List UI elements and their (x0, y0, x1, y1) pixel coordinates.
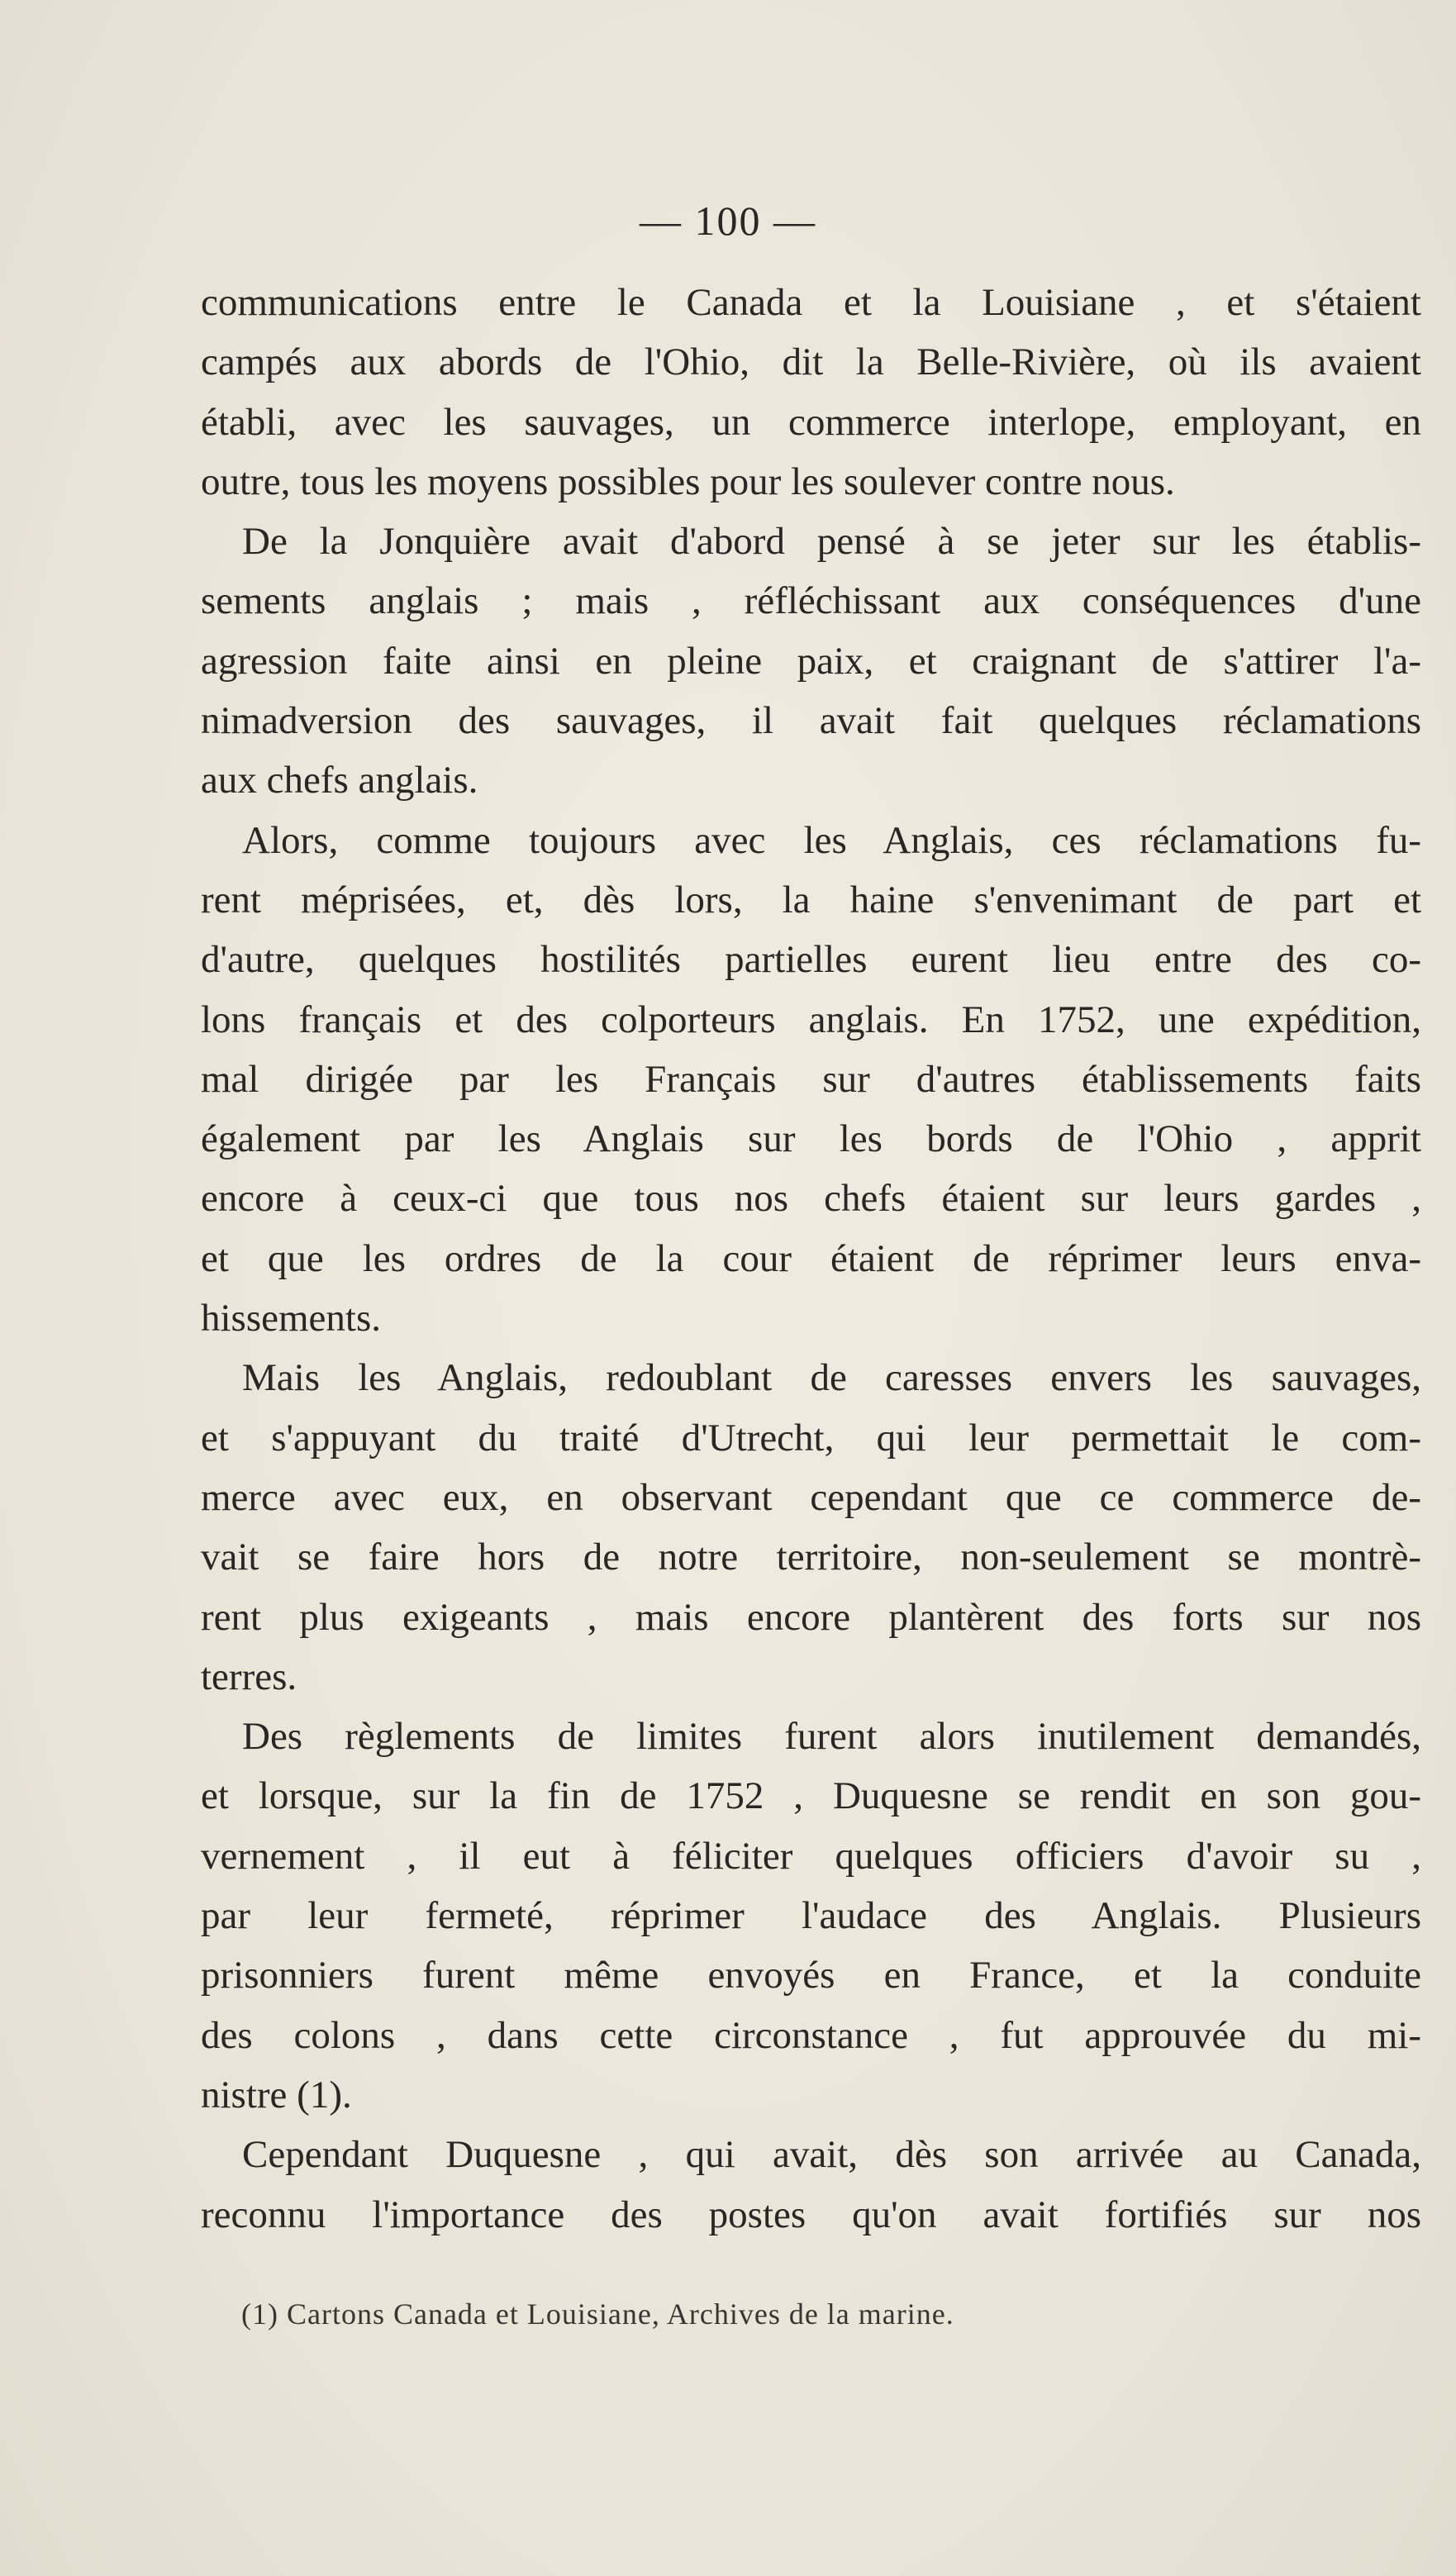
text-line: rent méprisées, et, dès lors, la haine s'envenimant de part et (201, 878, 1421, 921)
text-line: rent plus exigeants , mais encore plantèrent des forts sur nos (201, 1595, 1421, 1639)
body-text (201, 273, 1421, 2245)
text-line: agression faite ainsi en pleine paix, et craignant de s'attirer l'a- (201, 639, 1421, 683)
text-line: vait se faire hors de notre territoire, non-seulement se montrè- (201, 1536, 1421, 1579)
text-line: par leur fermeté, réprimer l'audace des Anglais. Plusieurs (201, 1894, 1421, 1938)
text-line: merce avec eux, en observant cependant que ce commerce de- (201, 1475, 1421, 1519)
text-line: sements anglais ; mais , réfléchissant aux conséquences d'une (201, 579, 1421, 623)
text-line: et que les ordres de la cour étaient de réprimer leurs enva- (201, 1236, 1421, 1280)
text-line: Des règlements de limites furent alors inutilement demandés, (242, 1715, 1421, 1759)
text-line: également par les Anglais sur les bords de l'Ohio , apprit (201, 1117, 1421, 1161)
text-line: Cependant Duquesne , qui avait, dès son arrivée au Canada, (242, 2133, 1421, 2177)
text-line: nimadversion des sauvages, il avait fait quelques réclamations (201, 699, 1421, 743)
text-line: établi, avec les sauvages, un commerce interlope, employant, en (201, 400, 1421, 444)
text-line: prisonniers furent même envoyés en France, et la conduite (201, 1954, 1421, 1997)
text-line: encore à ceux-ci que tous nos chefs étaient sur leurs gardes , (201, 1177, 1421, 1221)
text-line: nistre (1). (201, 2073, 352, 2117)
text-line: mal dirigée par les Français sur d'autres établissements faits (201, 1057, 1421, 1101)
text-line: Mais les Anglais, redoublant de caresses envers les sauvages, (242, 1356, 1421, 1400)
page-number: — 100 — (640, 198, 816, 244)
text-line: Alors, comme toujours avec les Anglais, ces réclamations fu- (242, 818, 1421, 862)
text-line: reconnu l'importance des postes qu'on avait fortifiés sur nos (201, 2193, 1421, 2236)
text-line: hissements. (201, 1297, 382, 1340)
footnote: (1) Cartons Canada et Louisiane, Archives de la marine. (241, 2297, 954, 2331)
text-line: et s'appuyant du traité d'Utrecht, qui leur permettait le com- (201, 1416, 1421, 1459)
text-line: d'autre, quelques hostilités partielles eurent lieu entre des co- (201, 938, 1421, 982)
text-line: et lorsque, sur la fin de 1752 , Duquesne se rendit en son gou- (201, 1774, 1421, 1818)
text-line: campés aux abords de l'Ohio, dit la Belle-Rivière, où ils avaient (201, 340, 1421, 384)
text-line: lons français et des colporteurs anglais. En 1752, une expédition, (201, 998, 1421, 1041)
text-line: vernement , il eut à féliciter quelques officiers d'avoir su , (201, 1834, 1421, 1878)
text-line: De la Jonquière avait d'abord pensé à se jeter sur les établis- (242, 520, 1421, 564)
text-line: aux chefs anglais. (201, 759, 478, 802)
text-line: terres. (201, 1655, 297, 1698)
text-line: des colons , dans cette circonstance , fut approuvée du mi- (201, 2013, 1421, 2057)
text-line: communications entre le Canada et la Louisiane , et s'étaient (201, 281, 1421, 324)
text-line: outre, tous les moyens possibles pour les soulever contre nous. (201, 459, 1175, 503)
